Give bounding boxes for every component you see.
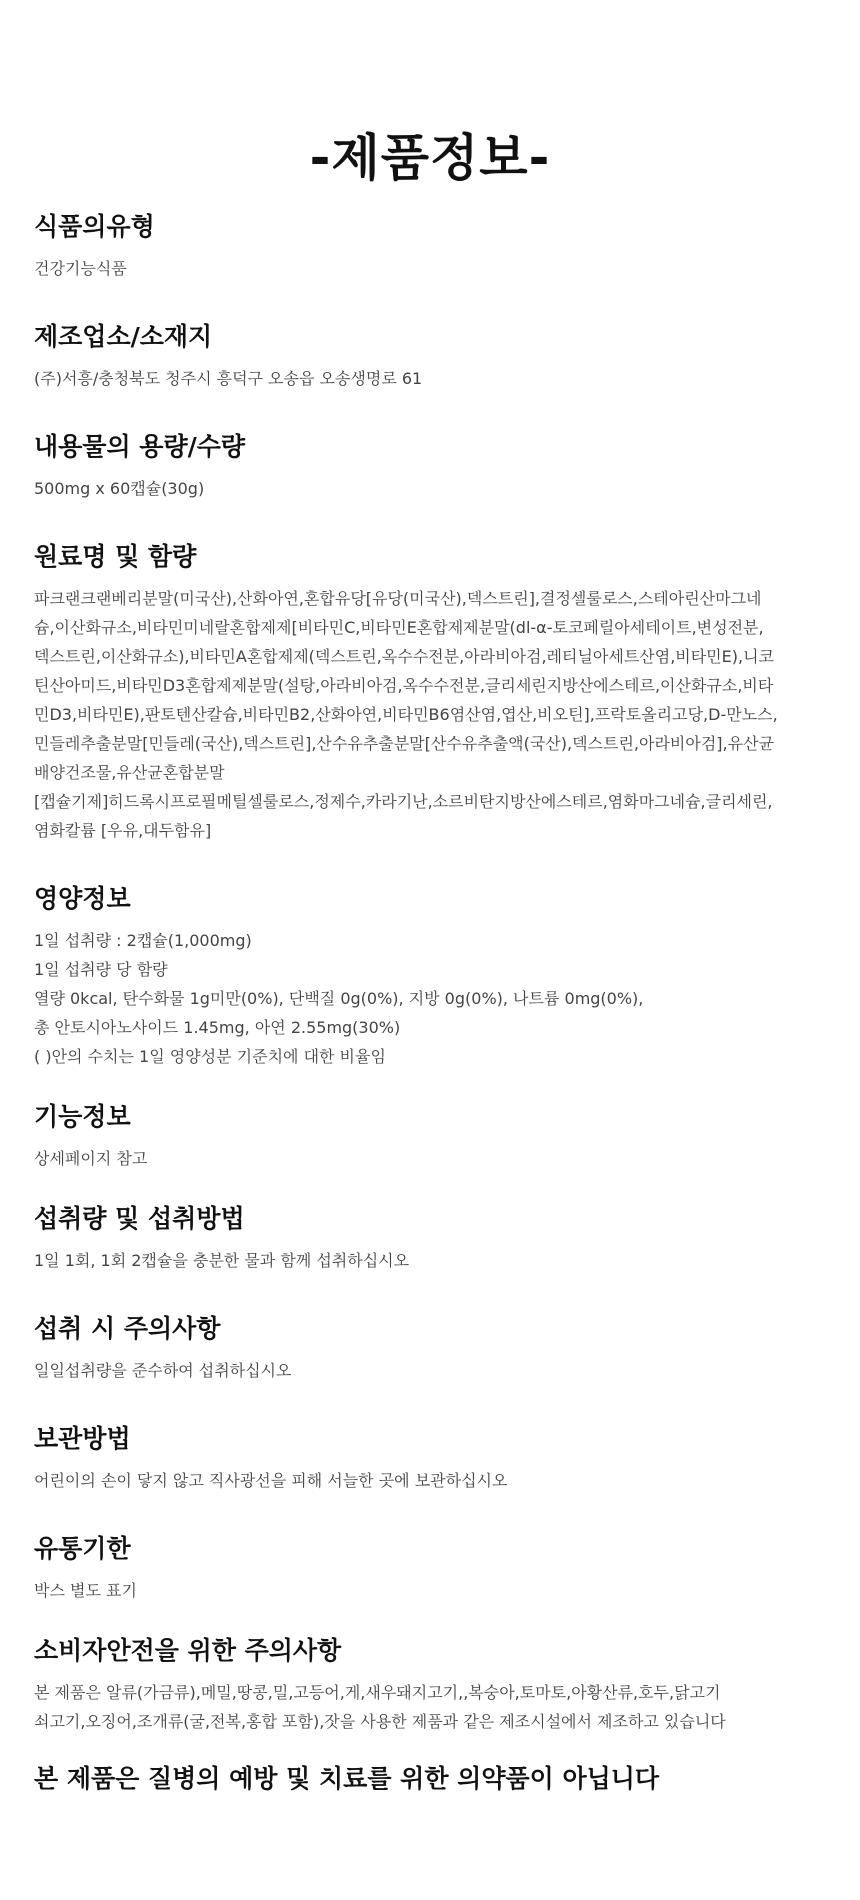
section-expiry <box>34 1532 834 1605</box>
section-heading-manufacturer: 제조업소/소재지 <box>34 322 213 351</box>
section-heading-nutrition: 영양정보 <box>34 884 131 913</box>
ingredients-line: 염화칼륨 [우유,대두함유] <box>34 821 212 840</box>
section-manufacturer <box>34 320 834 393</box>
section-body-intake: 1일 1회, 1회 2캡슐을 충분한 물과 함께 섭취하십시오 <box>34 1251 410 1270</box>
section-body-manufacturer: (주)서흥/충청북도 청주시 흥덕구 오송읍 오송생명로 61 <box>34 369 423 388</box>
section-caution <box>34 1312 834 1385</box>
page-title: -제품정보- <box>309 128 551 187</box>
section-intake <box>34 1202 834 1275</box>
section-ingredients <box>34 540 834 845</box>
nutrition-line: 열량 0kcal, 탄수화물 1g미만(0%), 단백질 0g(0%), 지방 0g(0%), 나트륨 0mg(0%), <box>34 989 644 1008</box>
section-heading-food-type: 식품의유형 <box>34 212 155 241</box>
section-body-caution: 일일섭취량을 준수하여 섭취하십시오 <box>34 1361 292 1380</box>
ingredients-line: 민D3,비타민E),판토텐산칼슘,비타민B2,산화아연,비타민B6염산염,엽산,비오틴],프락토올리고당,D-만노스, <box>34 705 778 724</box>
ingredients-line: 배양건조물,유산균혼합분말 <box>34 763 225 782</box>
ingredients-line: [캡슐기제]히드록시프로필메틸셀룰로스,정제수,카라기난,소르비탄지방산에스테르,염화마그네슘,글리세린, <box>34 792 773 811</box>
section-body-food-type: 건강기능식품 <box>34 259 127 278</box>
nutrition-line: 총 안토시아노사이드 1.45mg, 아연 2.55mg(30%) <box>34 1018 401 1037</box>
section-heading-volume: 내용물의 용량/수량 <box>34 432 246 461</box>
section-body-ingredients <box>34 584 834 845</box>
section-volume <box>34 430 834 503</box>
section-heading-caution: 섭취 시 주의사항 <box>34 1314 221 1343</box>
section-body-storage: 어린이의 손이 닿지 않고 직사광선을 피해 서늘한 곳에 보관하십시오 <box>34 1471 508 1490</box>
ingredients-line: 파크랜크랜베리분말(미국산),산화아연,혼합유당[유당(미국산),덱스트린],결정셀룰로스,스테아린산마그네 <box>34 589 762 608</box>
section-nutrition <box>34 882 834 1071</box>
section-consumer-safety <box>34 1634 834 1736</box>
section-heading-ingredients: 원료명 및 함량 <box>34 542 197 571</box>
consumer-safety-line: 쇠고기,오징어,조개류(굴,전복,홍합 포함),잣을 사용한 제품과 같은 제조시설에서 제조하고 있습니다 <box>34 1712 726 1731</box>
section-storage <box>34 1422 834 1495</box>
consumer-safety-line: 본 제품은 알류(가금류),메밀,땅콩,밀,고등어,게,새우돼지고기,,복숭아,토마토,아황산류,호두,닭고기 <box>34 1683 721 1702</box>
section-body-consumer-safety <box>34 1678 834 1736</box>
section-body-nutrition <box>34 926 834 1071</box>
nutrition-line: ( )안의 수치는 1일 영양성분 기준치에 대한 비율임 <box>34 1047 386 1066</box>
ingredients-line: 덱스트린,이산화규소),비타민A혼합제제(덱스트린,옥수수전분,아라비아검,레티닐아세트산염,비타민E),니코 <box>34 647 774 666</box>
ingredients-line: 민들레추출분말[민들레(국산),덱스트린],산수유추출분말[산수유추출액(국산),덱스트린,아라비아검],유산균 <box>34 734 774 753</box>
section-function <box>34 1100 834 1173</box>
section-heading-storage: 보관방법 <box>34 1424 131 1453</box>
nutrition-line: 1일 섭취량 : 2캡슐(1,000mg) <box>34 931 252 950</box>
ingredients-line: 슘,이산화규소,비타민미네랄혼합제제[비타민C,비타민E혼합제제분말(dl-α-토코페릴아세테이트,변성전분, <box>34 618 764 637</box>
final-notice: 본 제품은 질병의 예방 및 치료를 위한 의약품이 아닙니다 <box>34 1764 660 1793</box>
section-body-function: 상세페이지 참고 <box>34 1149 148 1168</box>
section-body-volume: 500mg x 60캡슐(30g) <box>34 479 205 498</box>
section-food-type <box>34 210 834 283</box>
section-heading-intake: 섭취량 및 섭취방법 <box>34 1204 245 1233</box>
section-body-expiry: 박스 별도 표기 <box>34 1581 137 1600</box>
section-heading-expiry: 유통기한 <box>34 1534 131 1563</box>
section-heading-function: 기능정보 <box>34 1102 131 1131</box>
ingredients-line: 틴산아미드,비타민D3혼합제제분말(설탕,아라비아검,옥수수전분,글리세린지방산에스테르,이산화규소,비타 <box>34 676 774 695</box>
section-heading-consumer-safety: 소비자안전을 위한 주의사항 <box>34 1636 342 1665</box>
nutrition-line: 1일 섭취량 당 함량 <box>34 960 168 979</box>
